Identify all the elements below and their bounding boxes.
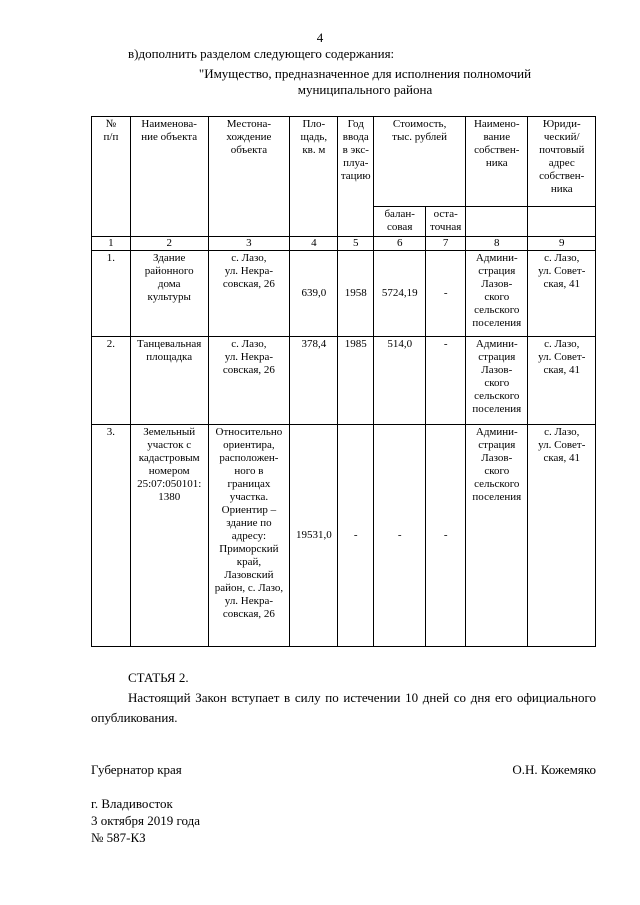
row-num: 1. [92,251,131,337]
signature-name: О.Н. Кожемяко [512,762,596,777]
header-name: Наименова- ние объекта [130,117,208,237]
column-number: 7 [426,237,466,251]
header-address-empty [528,207,596,237]
law-number: № 587-КЗ [91,830,146,845]
row-residual: - [426,337,466,425]
header-owner: Наимено- вание собствен- ника [466,117,528,207]
header-year: Год ввода в экс- плуа- тацию [338,117,374,237]
row-balance: - [374,425,426,647]
article-heading: СТАТЬЯ 2. [128,670,189,685]
table-row [92,425,596,647]
amendment-intro: в)дополнить разделом следующего содержания: [128,46,395,61]
row-location: с. Лазо, ул. Некра- совская, 26 [208,337,290,425]
column-number: 9 [528,237,596,251]
row-num: 2. [92,337,131,425]
row-location: с. Лазо, ул. Некра- совская, 26 [208,251,290,337]
column-number: 4 [290,237,338,251]
date: 3 октября 2019 года [91,813,200,828]
header-owner-empty [466,207,528,237]
column-number: 8 [466,237,528,251]
property-table [91,116,596,647]
header-cost-balance: балан- совая [374,207,426,237]
row-owner: Админи- страция Лазов- ского сельского поселения [466,425,528,647]
row-name: Танцевальная площадка [130,337,208,425]
row-year: 1958 [338,251,374,337]
place: г. Владивосток [91,796,173,811]
row-year: - [338,425,374,647]
page-number: 4 [316,30,324,45]
row-address: с. Лазо, ул. Совет- ская, 41 [528,425,596,647]
header-area: Пло- щадь, кв. м [290,117,338,237]
article-text: Настоящий Закон вступает в силу по истечении 10 дней со дня его официального опубликования. [91,690,596,725]
header-num: № п/п [92,117,131,237]
column-number: 5 [338,237,374,251]
header-cost: Стоимость, тыс. рублей [374,117,466,207]
row-year: 1985 [338,337,374,425]
row-address: с. Лазо, ул. Совет- ская, 41 [528,251,596,337]
header-location: Местона- хождение объекта [208,117,290,237]
row-residual: - [426,251,466,337]
row-balance: 514,0 [374,337,426,425]
section-title-line-2: муниципального района [297,82,433,97]
column-number: 1 [92,237,131,251]
row-address: с. Лазо, ул. Совет- ская, 41 [528,337,596,425]
row-name: Здание районного дома культуры [130,251,208,337]
column-number: 6 [374,237,426,251]
column-number: 2 [130,237,208,251]
row-area: 19531,0 [290,425,338,647]
table-row [92,337,596,425]
row-area: 378,4 [290,337,338,425]
row-balance: 5724,19 [374,251,426,337]
row-area: 639,0 [290,251,338,337]
row-location: Относительно ориентира, расположен- ного в границах участка. Ориентир – здание по адресу: Приморский край, Лазовский район, с. Лазо, ул. Некра- совская, 26 [208,425,290,647]
signature-position: Губернатор края [91,762,182,777]
row-owner: Админи- страция Лазов- ского сельского поселения [466,337,528,425]
row-num: 3. [92,425,131,647]
section-title-line-1: "Имущество, предназначенное для исполнения полномочий [198,66,532,81]
row-residual: - [426,425,466,647]
table-row [92,251,596,337]
header-address: Юриди- ческий/ почтовый адрес собствен- ника [528,117,596,207]
row-name: Земельный участок с кадастровым номером 25:07:050101: 1380 [130,425,208,647]
section-title [150,66,580,98]
row-owner: Админи- страция Лазов- ского сельского поселения [466,251,528,337]
column-number: 3 [208,237,290,251]
header-cost-residual: оста- точная [426,207,466,237]
